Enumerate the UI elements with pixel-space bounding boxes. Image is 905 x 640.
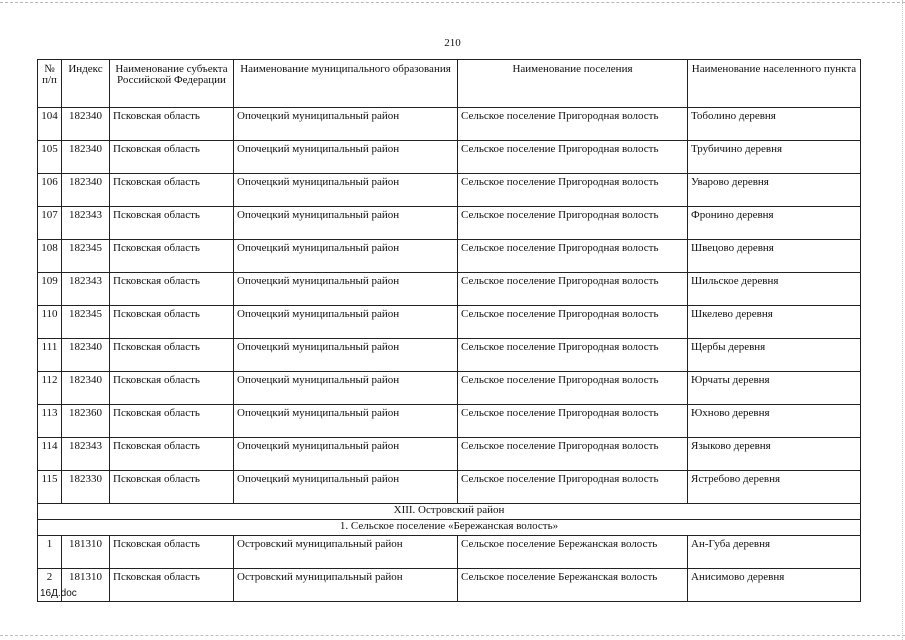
header-municipal: Наименование муниципального образования: [234, 60, 458, 108]
cell-num: 107: [38, 207, 62, 240]
cell-locality: Щербы деревня: [688, 339, 861, 372]
table-row: [38, 438, 861, 471]
table-row: [38, 339, 861, 372]
header-settlement: Наименование поселения: [458, 60, 688, 108]
cell-municipal: Островский муниципальный район: [234, 536, 458, 569]
cell-locality: Фронино деревня: [688, 207, 861, 240]
scan-edge-bottom: [0, 635, 905, 636]
cell-settlement: Сельское поселение Пригородная волость: [458, 174, 688, 207]
cell-locality: Ястребово деревня: [688, 471, 861, 504]
cell-municipal: Опочецкий муниципальный район: [234, 174, 458, 207]
table-row: [38, 471, 861, 504]
section-settlement-title: 1. Сельское поселение «Бережанская волость»: [38, 520, 861, 536]
cell-subject: Псковская область: [110, 536, 234, 569]
cell-municipal: Опочецкий муниципальный район: [234, 108, 458, 141]
cell-municipal: Опочецкий муниципальный район: [234, 273, 458, 306]
scan-edge-top: [0, 2, 905, 3]
cell-municipal: Опочецкий муниципальный район: [234, 438, 458, 471]
table-row: [38, 536, 861, 569]
scan-edge-right: [902, 0, 903, 640]
header-locality: Наименование населенного пункта: [688, 60, 861, 108]
table-row: [38, 141, 861, 174]
section-row-settlement: [38, 520, 861, 536]
cell-num: 2: [38, 569, 62, 602]
cell-subject: Псковская область: [110, 240, 234, 273]
cell-num: 106: [38, 174, 62, 207]
cell-index: 182360: [62, 405, 110, 438]
cell-settlement: Сельское поселение Пригородная волость: [458, 108, 688, 141]
cell-index: 181310: [62, 536, 110, 569]
cell-subject: Псковская область: [110, 141, 234, 174]
cell-subject: Псковская область: [110, 306, 234, 339]
cell-settlement: Сельское поселение Пригородная волость: [458, 141, 688, 174]
cell-locality: Уварово деревня: [688, 174, 861, 207]
cell-index: 182343: [62, 207, 110, 240]
cell-settlement: Сельское поселение Бережанская волость: [458, 569, 688, 602]
table-row: [38, 372, 861, 405]
cell-subject: Псковская область: [110, 471, 234, 504]
cell-num: 1: [38, 536, 62, 569]
cell-municipal: Опочецкий муниципальный район: [234, 405, 458, 438]
cell-index: 182340: [62, 141, 110, 174]
cell-num: 112: [38, 372, 62, 405]
cell-num: 110: [38, 306, 62, 339]
cell-subject: Псковская область: [110, 273, 234, 306]
cell-index: 182340: [62, 339, 110, 372]
cell-municipal: Опочецкий муниципальный район: [234, 471, 458, 504]
table-row: [38, 207, 861, 240]
cell-settlement: Сельское поселение Пригородная волость: [458, 339, 688, 372]
cell-index: 181310: [62, 569, 110, 602]
cell-subject: Псковская область: [110, 174, 234, 207]
header-subject: Наименование субъекта Российской Федерации: [110, 60, 234, 108]
cell-subject: Псковская область: [110, 438, 234, 471]
cell-municipal: Опочецкий муниципальный район: [234, 240, 458, 273]
table-row: [38, 405, 861, 438]
cell-settlement: Сельское поселение Пригородная волость: [458, 273, 688, 306]
table-body-ostrov: [38, 536, 861, 602]
cell-locality: Ан-Губа деревня: [688, 536, 861, 569]
cell-index: 182330: [62, 471, 110, 504]
footer-filename: 16Д.doc: [40, 588, 77, 599]
cell-settlement: Сельское поселение Пригородная волость: [458, 306, 688, 339]
cell-locality: Швецово деревня: [688, 240, 861, 273]
cell-index: 182340: [62, 174, 110, 207]
section-district-title: XIII. Островский район: [38, 504, 861, 520]
cell-locality: Юрчаты деревня: [688, 372, 861, 405]
section-row-district: [38, 504, 861, 520]
cell-num: 114: [38, 438, 62, 471]
cell-num: 109: [38, 273, 62, 306]
cell-locality: Шкелево деревня: [688, 306, 861, 339]
cell-locality: Анисимово деревня: [688, 569, 861, 602]
cell-settlement: Сельское поселение Пригородная волость: [458, 207, 688, 240]
cell-municipal: Опочецкий муниципальный район: [234, 141, 458, 174]
cell-locality: Трубичино деревня: [688, 141, 861, 174]
table-header-row: [38, 60, 861, 108]
cell-index: 182340: [62, 108, 110, 141]
cell-num: 108: [38, 240, 62, 273]
localities-table: [37, 59, 861, 602]
cell-index: 182343: [62, 273, 110, 306]
cell-num: 104: [38, 108, 62, 141]
cell-subject: Псковская область: [110, 108, 234, 141]
cell-index: 182345: [62, 306, 110, 339]
cell-settlement: Сельское поселение Пригородная волость: [458, 405, 688, 438]
cell-municipal: Опочецкий муниципальный район: [234, 306, 458, 339]
cell-settlement: Сельское поселение Пригородная волость: [458, 240, 688, 273]
cell-num: 111: [38, 339, 62, 372]
table-row: [38, 108, 861, 141]
table-row: [38, 273, 861, 306]
cell-settlement: Сельское поселение Пригородная волость: [458, 438, 688, 471]
table-row: [38, 174, 861, 207]
cell-subject: Псковская область: [110, 405, 234, 438]
table-row: [38, 569, 861, 602]
cell-municipal: Опочецкий муниципальный район: [234, 372, 458, 405]
cell-subject: Псковская область: [110, 339, 234, 372]
cell-settlement: Сельское поселение Пригородная волость: [458, 471, 688, 504]
cell-index: 182345: [62, 240, 110, 273]
table-body-opochka: [38, 108, 861, 504]
page-number: 210: [444, 37, 461, 49]
cell-municipal: Островский муниципальный район: [234, 569, 458, 602]
cell-num: 115: [38, 471, 62, 504]
cell-municipal: Опочецкий муниципальный район: [234, 207, 458, 240]
header-num: № п/п: [38, 60, 62, 108]
cell-locality: Языково деревня: [688, 438, 861, 471]
cell-subject: Псковская область: [110, 207, 234, 240]
cell-subject: Псковская область: [110, 569, 234, 602]
header-index: Индекс: [62, 60, 110, 108]
cell-subject: Псковская область: [110, 372, 234, 405]
cell-settlement: Сельское поселение Бережанская волость: [458, 536, 688, 569]
cell-index: 182340: [62, 372, 110, 405]
cell-municipal: Опочецкий муниципальный район: [234, 339, 458, 372]
table-body-sections: [38, 504, 861, 536]
cell-locality: Шильское деревня: [688, 273, 861, 306]
cell-locality: Тоболино деревня: [688, 108, 861, 141]
cell-num: 113: [38, 405, 62, 438]
cell-locality: Юхново деревня: [688, 405, 861, 438]
cell-settlement: Сельское поселение Пригородная волость: [458, 372, 688, 405]
table-row: [38, 306, 861, 339]
cell-num: 105: [38, 141, 62, 174]
table-row: [38, 240, 861, 273]
cell-index: 182343: [62, 438, 110, 471]
